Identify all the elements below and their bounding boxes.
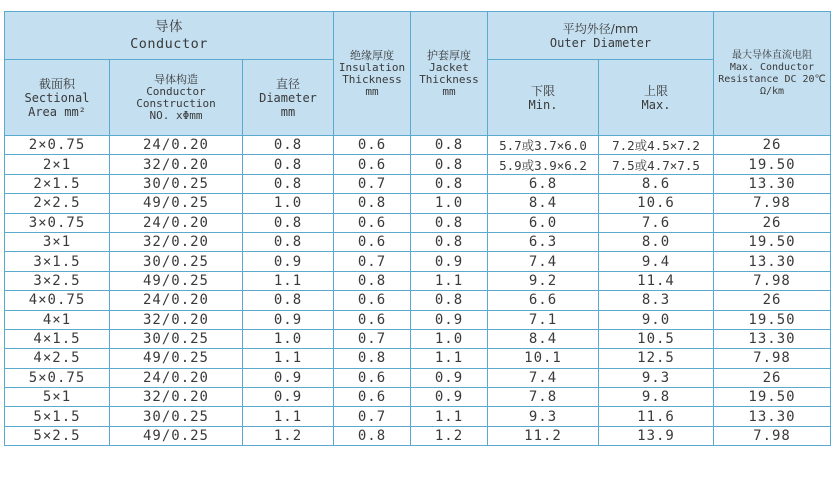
table-row xyxy=(5,252,831,271)
cell-insulation: 0.6 xyxy=(334,155,411,174)
cell-min: 7.8 xyxy=(488,388,599,407)
jacket-unit: mm xyxy=(442,84,456,98)
cell-area: 3×0.75 xyxy=(5,213,110,232)
cell-min: 5.7或3.7×6.0 xyxy=(488,136,599,155)
insulation-unit: mm xyxy=(365,84,379,98)
cell-min: 9.3 xyxy=(488,407,599,426)
cell-min: 7.4 xyxy=(488,368,599,387)
cell-jacket: 1.0 xyxy=(411,194,488,213)
cell-diameter: 1.1 xyxy=(243,271,334,290)
cell-diameter: 0.8 xyxy=(243,291,334,310)
outer-cn: 平均外径/mm xyxy=(562,21,639,36)
cell-diameter: 0.9 xyxy=(243,368,334,387)
cell-resistance: 13.30 xyxy=(714,252,831,271)
sectional-area-cn: 截面积 xyxy=(38,76,75,91)
resistance-cn: 最大导体直流电阻 xyxy=(732,49,812,61)
table-row xyxy=(5,271,831,290)
cell-jacket: 0.9 xyxy=(411,252,488,271)
table-row xyxy=(5,388,831,407)
cell-insulation: 0.8 xyxy=(334,426,411,445)
cell-max: 9.8 xyxy=(599,388,714,407)
cell-area: 2×1 xyxy=(5,155,110,174)
cell-area: 3×1.5 xyxy=(5,252,110,271)
cell-jacket: 0.8 xyxy=(411,155,488,174)
diameter-cn: 直径 xyxy=(275,76,300,91)
cable-spec-table xyxy=(4,11,831,446)
table-row xyxy=(5,426,831,445)
cell-jacket: 1.2 xyxy=(411,426,488,445)
resistance-unit: Ω/km xyxy=(759,85,785,97)
cell-diameter: 0.8 xyxy=(243,136,334,155)
table-row xyxy=(5,368,831,387)
cell-area: 2×0.75 xyxy=(5,136,110,155)
cell-construction: 24/0.20 xyxy=(110,291,243,310)
construction-cn: 导体构造 xyxy=(154,72,198,86)
cell-construction: 30/0.25 xyxy=(110,252,243,271)
insulation-cn: 绝缘厚度 xyxy=(350,48,394,62)
cell-max: 11.6 xyxy=(599,407,714,426)
jacket-header xyxy=(411,12,488,136)
cell-diameter: 1.1 xyxy=(243,349,334,368)
insulation-header xyxy=(334,12,411,136)
outer-en: Outer Diameter xyxy=(549,35,652,50)
resistance-en1: Max. Conductor xyxy=(729,61,815,73)
table-row xyxy=(5,213,831,232)
cell-diameter: 1.2 xyxy=(243,426,334,445)
table-row xyxy=(5,407,831,426)
cell-area: 5×2.5 xyxy=(5,426,110,445)
construction-en1: Conductor xyxy=(146,84,206,98)
diameter-header xyxy=(243,60,334,136)
min-cn: 下限 xyxy=(530,83,555,98)
resistance-en2: Resistance DC 20℃ xyxy=(718,73,826,85)
cell-min: 10.1 xyxy=(488,349,599,368)
cell-min: 6.6 xyxy=(488,291,599,310)
cell-jacket: 0.8 xyxy=(411,291,488,310)
cell-construction: 32/0.20 xyxy=(110,232,243,251)
cell-insulation: 0.6 xyxy=(334,388,411,407)
outer-diameter-group-header xyxy=(488,12,714,60)
cell-diameter: 0.9 xyxy=(243,388,334,407)
cell-area: 5×1.5 xyxy=(5,407,110,426)
cell-insulation: 0.8 xyxy=(334,271,411,290)
cell-max: 10.6 xyxy=(599,194,714,213)
cell-resistance: 7.98 xyxy=(714,271,831,290)
cell-construction: 49/0.25 xyxy=(110,426,243,445)
cell-construction: 24/0.20 xyxy=(110,136,243,155)
cell-min: 5.9或3.9×6.2 xyxy=(488,155,599,174)
cell-construction: 49/0.25 xyxy=(110,271,243,290)
cell-resistance: 7.98 xyxy=(714,426,831,445)
cell-max: 9.3 xyxy=(599,368,714,387)
cell-insulation: 0.7 xyxy=(334,252,411,271)
max-header xyxy=(599,60,714,136)
cell-max: 9.4 xyxy=(599,252,714,271)
cell-jacket: 1.0 xyxy=(411,329,488,348)
cell-diameter: 0.8 xyxy=(243,155,334,174)
cell-insulation: 0.6 xyxy=(334,291,411,310)
cell-resistance: 19.50 xyxy=(714,388,831,407)
cell-jacket: 1.1 xyxy=(411,349,488,368)
table-row xyxy=(5,155,831,174)
conductor-group-header xyxy=(5,12,334,60)
cell-max: 7.2或4.5×7.2 xyxy=(599,136,714,155)
cell-resistance: 26 xyxy=(714,368,831,387)
table-header xyxy=(5,12,831,136)
cell-diameter: 1.0 xyxy=(243,194,334,213)
cell-min: 8.4 xyxy=(488,329,599,348)
cell-jacket: 0.9 xyxy=(411,368,488,387)
cell-diameter: 1.0 xyxy=(243,329,334,348)
cell-construction: 49/0.25 xyxy=(110,349,243,368)
cell-construction: 30/0.25 xyxy=(110,329,243,348)
cell-max: 9.0 xyxy=(599,310,714,329)
table-row xyxy=(5,310,831,329)
diameter-en: Diameter xyxy=(259,90,317,105)
cell-min: 7.1 xyxy=(488,310,599,329)
cell-construction: 30/0.25 xyxy=(110,407,243,426)
conductor-en: Conductor xyxy=(130,35,208,52)
sectional-area-en2: Area mm² xyxy=(28,104,86,119)
cell-jacket: 0.9 xyxy=(411,388,488,407)
cell-jacket: 0.9 xyxy=(411,310,488,329)
table-row xyxy=(5,329,831,348)
cell-resistance: 19.50 xyxy=(714,155,831,174)
cell-construction: 24/0.20 xyxy=(110,213,243,232)
cell-area: 3×2.5 xyxy=(5,271,110,290)
cell-max: 12.5 xyxy=(599,349,714,368)
cell-construction: 32/0.20 xyxy=(110,155,243,174)
cell-insulation: 0.6 xyxy=(334,310,411,329)
cell-area: 4×1.5 xyxy=(5,329,110,348)
table-row xyxy=(5,174,831,193)
cell-max: 11.4 xyxy=(599,271,714,290)
cell-diameter: 0.8 xyxy=(243,232,334,251)
cell-resistance: 26 xyxy=(714,213,831,232)
insulation-en2: Thickness xyxy=(342,72,402,86)
conductor-cn: 导体 xyxy=(155,18,183,35)
cell-area: 2×2.5 xyxy=(5,194,110,213)
min-en: Min. xyxy=(528,97,558,112)
cell-min: 6.8 xyxy=(488,174,599,193)
cell-insulation: 0.6 xyxy=(334,368,411,387)
cell-diameter: 1.1 xyxy=(243,407,334,426)
cell-insulation: 0.7 xyxy=(334,329,411,348)
cell-resistance: 13.30 xyxy=(714,174,831,193)
cell-max: 10.5 xyxy=(599,329,714,348)
cell-min: 6.3 xyxy=(488,232,599,251)
jacket-en1: Jacket xyxy=(429,60,469,74)
diameter-unit: mm xyxy=(280,104,296,119)
cell-jacket: 0.8 xyxy=(411,232,488,251)
table-row xyxy=(5,232,831,251)
cell-min: 7.4 xyxy=(488,252,599,271)
cell-insulation: 0.6 xyxy=(334,136,411,155)
table-row xyxy=(5,291,831,310)
construction-unit: NO. xΦmm xyxy=(149,108,203,122)
min-header xyxy=(488,60,599,136)
cell-construction: 32/0.20 xyxy=(110,310,243,329)
cell-area: 4×2.5 xyxy=(5,349,110,368)
cell-resistance: 7.98 xyxy=(714,194,831,213)
cell-resistance: 26 xyxy=(714,136,831,155)
cell-diameter: 0.9 xyxy=(243,252,334,271)
cell-insulation: 0.7 xyxy=(334,407,411,426)
cell-area: 3×1 xyxy=(5,232,110,251)
table-body xyxy=(5,136,831,446)
cell-min: 8.4 xyxy=(488,194,599,213)
cell-max: 8.0 xyxy=(599,232,714,251)
cell-insulation: 0.8 xyxy=(334,349,411,368)
jacket-cn: 护套厚度 xyxy=(427,48,471,62)
table-row xyxy=(5,349,831,368)
cell-construction: 30/0.25 xyxy=(110,174,243,193)
cell-area: 4×0.75 xyxy=(5,291,110,310)
cell-insulation: 0.6 xyxy=(334,232,411,251)
construction-header xyxy=(110,60,243,136)
cell-resistance: 26 xyxy=(714,291,831,310)
cell-resistance: 19.50 xyxy=(714,232,831,251)
cell-jacket: 0.8 xyxy=(411,136,488,155)
cell-area: 5×1 xyxy=(5,388,110,407)
cell-min: 11.2 xyxy=(488,426,599,445)
max-cn: 上限 xyxy=(643,83,668,98)
resistance-header xyxy=(714,12,831,136)
insulation-en1: Insulation xyxy=(338,60,406,74)
cell-area: 2×1.5 xyxy=(5,174,110,193)
sectional-area-header xyxy=(5,60,110,136)
cell-jacket: 0.8 xyxy=(411,174,488,193)
cell-resistance: 19.50 xyxy=(714,310,831,329)
cell-area: 5×0.75 xyxy=(5,368,110,387)
table-row xyxy=(5,194,831,213)
cell-construction: 24/0.20 xyxy=(110,368,243,387)
cell-max: 7.5或4.7×7.5 xyxy=(599,155,714,174)
cell-min: 6.0 xyxy=(488,213,599,232)
table-row xyxy=(5,136,831,155)
cell-diameter: 0.9 xyxy=(243,310,334,329)
cell-min: 9.2 xyxy=(488,271,599,290)
cell-insulation: 0.6 xyxy=(334,213,411,232)
cell-jacket: 1.1 xyxy=(411,271,488,290)
cell-construction: 32/0.20 xyxy=(110,388,243,407)
cell-resistance: 13.30 xyxy=(714,407,831,426)
cell-jacket: 0.8 xyxy=(411,213,488,232)
cell-max: 8.3 xyxy=(599,291,714,310)
cell-resistance: 7.98 xyxy=(714,349,831,368)
cell-insulation: 0.8 xyxy=(334,194,411,213)
jacket-en2: Thickness xyxy=(419,72,479,86)
cell-area: 4×1 xyxy=(5,310,110,329)
cell-diameter: 0.8 xyxy=(243,174,334,193)
cell-diameter: 0.8 xyxy=(243,213,334,232)
cell-max: 13.9 xyxy=(599,426,714,445)
max-en: Max. xyxy=(641,97,671,112)
cell-resistance: 13.30 xyxy=(714,329,831,348)
construction-en2: Construction xyxy=(136,96,216,110)
cell-jacket: 1.1 xyxy=(411,407,488,426)
sectional-area-en1: Sectional xyxy=(24,90,90,105)
cell-max: 7.6 xyxy=(599,213,714,232)
cell-max: 8.6 xyxy=(599,174,714,193)
cell-construction: 49/0.25 xyxy=(110,194,243,213)
cell-insulation: 0.7 xyxy=(334,174,411,193)
